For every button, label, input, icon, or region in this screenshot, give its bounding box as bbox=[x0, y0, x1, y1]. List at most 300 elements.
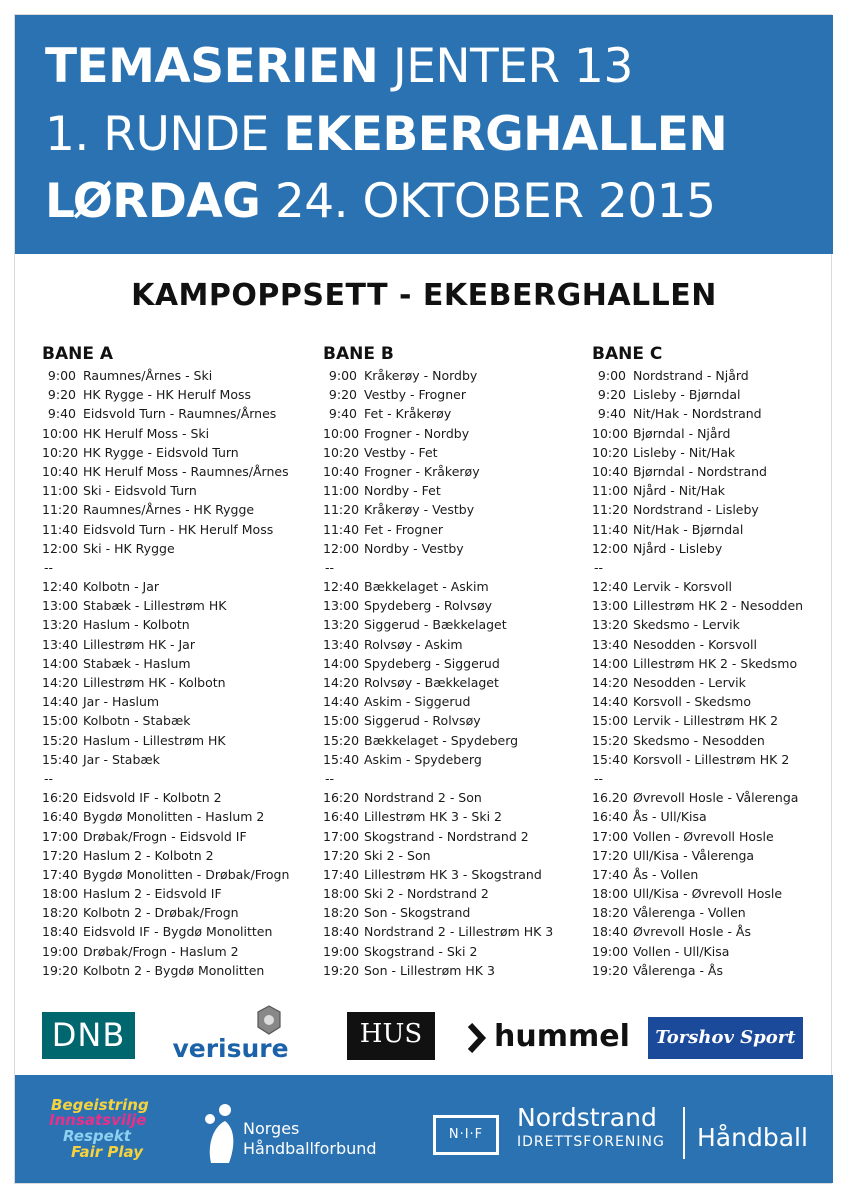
match-time: 9:40 bbox=[328, 406, 357, 422]
match-row bbox=[592, 961, 803, 980]
match-time: 19:20 bbox=[42, 962, 79, 978]
match-row bbox=[592, 865, 803, 884]
match-row bbox=[42, 673, 289, 692]
match-row bbox=[42, 827, 289, 846]
match-row bbox=[323, 596, 553, 615]
match-teams: Eidsvold IF - Kolbotn 2 bbox=[83, 790, 222, 806]
match-time: 18:40 bbox=[323, 924, 360, 940]
match-time: 15:20 bbox=[42, 732, 79, 748]
hummel-logo: hummel bbox=[468, 1015, 630, 1059]
match-teams: Stabæk - Haslum bbox=[83, 655, 191, 671]
match-teams: Jar - Haslum bbox=[83, 694, 160, 710]
match-row bbox=[323, 481, 553, 500]
match-teams: Lillestrøm HK 3 - Ski 2 bbox=[364, 809, 502, 825]
match-row bbox=[323, 462, 553, 481]
match-teams: Drøbak/Frogn - Eidsvold IF bbox=[83, 828, 247, 844]
match-row bbox=[323, 884, 553, 903]
divider bbox=[683, 1107, 685, 1159]
match-row bbox=[592, 635, 803, 654]
match-time: 11:00 bbox=[592, 483, 629, 499]
match-time: 11:00 bbox=[323, 483, 360, 499]
match-time: 13:20 bbox=[592, 617, 629, 633]
match-teams: Ås - Ull/Kisa bbox=[633, 809, 707, 825]
match-time: 11:40 bbox=[323, 521, 360, 537]
match-row bbox=[323, 865, 553, 884]
match-teams: Bækkelaget - Spydeberg bbox=[364, 732, 519, 748]
match-teams: Bygdø Monolitten - Drøbak/Frogn bbox=[83, 866, 290, 882]
session-separator: -- bbox=[325, 559, 335, 575]
match-time: 13:40 bbox=[42, 636, 79, 652]
match-row bbox=[592, 539, 803, 558]
court-heading: BANE A bbox=[42, 344, 114, 364]
match-time: 18:00 bbox=[592, 886, 629, 902]
torshov-sport-logo: Torshov Sport bbox=[648, 1017, 803, 1059]
match-teams: Nordstrand - Lisleby bbox=[633, 502, 759, 518]
match-time: 18:40 bbox=[592, 924, 629, 940]
match-time: 19:20 bbox=[592, 962, 629, 978]
match-row bbox=[42, 961, 289, 980]
match-row bbox=[592, 827, 803, 846]
match-time: 18:00 bbox=[323, 886, 360, 902]
match-row bbox=[323, 788, 553, 807]
match-row bbox=[323, 366, 553, 385]
match-teams: Ski - HK Rygge bbox=[83, 540, 175, 556]
match-row bbox=[592, 520, 803, 539]
match-time: 16:40 bbox=[323, 809, 360, 825]
match-row bbox=[592, 922, 803, 941]
match-time: 15:20 bbox=[323, 732, 360, 748]
match-time: 10:00 bbox=[42, 425, 79, 441]
match-teams: Jar - Stabæk bbox=[83, 751, 160, 767]
match-row bbox=[592, 788, 803, 807]
court-column-c bbox=[592, 344, 803, 980]
match-time: 17:00 bbox=[592, 828, 629, 844]
court-column-a bbox=[42, 344, 289, 980]
match-teams: Kolbotn 2 - Bygdø Monolitten bbox=[83, 962, 265, 978]
match-time: 10:20 bbox=[592, 444, 629, 460]
match-time: 10:20 bbox=[323, 444, 360, 460]
match-row bbox=[323, 635, 553, 654]
match-teams: Raumnes/Årnes - Ski bbox=[83, 368, 213, 383]
match-teams: Nit/Hak - Nordstrand bbox=[633, 406, 762, 422]
match-time: 15:00 bbox=[42, 713, 79, 729]
match-time: 9:40 bbox=[47, 406, 76, 422]
match-time: 16:20 bbox=[42, 790, 79, 806]
match-row bbox=[42, 635, 289, 654]
match-row bbox=[42, 481, 289, 500]
match-teams: Korsvoll - Skedsmo bbox=[633, 694, 752, 710]
match-row bbox=[42, 520, 289, 539]
match-time: 13:20 bbox=[42, 617, 79, 633]
match-teams: Vålerenga - Vollen bbox=[633, 905, 746, 921]
header-banner bbox=[15, 15, 833, 254]
match-row bbox=[323, 673, 553, 692]
match-time: 10:40 bbox=[592, 463, 629, 479]
match-time: 9:00 bbox=[328, 368, 357, 383]
match-teams: Askim - Siggerud bbox=[364, 694, 471, 710]
match-time: 11:00 bbox=[42, 483, 79, 499]
match-teams: Bjørndal - Nordstrand bbox=[633, 463, 767, 479]
match-time: 14:40 bbox=[592, 694, 629, 710]
court-column-b bbox=[323, 344, 553, 980]
match-row bbox=[42, 443, 289, 462]
match-teams: Øvrevoll Hosle - Vålerenga bbox=[633, 790, 799, 806]
match-time: 15:20 bbox=[592, 732, 629, 748]
match-row bbox=[42, 500, 289, 519]
match-time: 11:20 bbox=[323, 502, 360, 518]
match-time: 18:20 bbox=[42, 905, 79, 921]
match-row bbox=[323, 922, 553, 941]
match-teams: Kolbotn 2 - Drøbak/Frogn bbox=[83, 905, 239, 921]
match-row bbox=[592, 366, 803, 385]
match-teams: Kråkerøy - Vestby bbox=[364, 502, 475, 518]
match-row bbox=[42, 654, 289, 673]
match-teams: Ski 2 - Nordstrand 2 bbox=[364, 886, 489, 902]
match-teams: Nordby - Fet bbox=[364, 483, 441, 499]
dnb-logo: DNB bbox=[42, 1012, 135, 1059]
match-teams: Nit/Hak - Bjørndal bbox=[633, 521, 744, 537]
match-row bbox=[592, 481, 803, 500]
match-row bbox=[592, 750, 803, 769]
match-teams: HK Herulf Moss - Raumnes/Årnes bbox=[83, 463, 289, 479]
match-teams: Vålerenga - Ås bbox=[633, 962, 723, 978]
match-row bbox=[323, 692, 553, 711]
match-time: 12:00 bbox=[592, 540, 629, 556]
match-time: 10:20 bbox=[42, 444, 79, 460]
match-time: 9:20 bbox=[328, 387, 357, 403]
match-row bbox=[42, 711, 289, 730]
match-teams: Skedsmo - Lervik bbox=[633, 617, 740, 633]
match-teams: Bjørndal - Njård bbox=[633, 425, 731, 441]
match-row bbox=[323, 942, 553, 961]
match-time: 9:40 bbox=[597, 406, 626, 422]
match-row bbox=[323, 961, 553, 980]
match-time: 17:40 bbox=[42, 866, 79, 882]
match-row bbox=[592, 596, 803, 615]
match-row bbox=[42, 942, 289, 961]
match-time: 14:40 bbox=[42, 694, 79, 710]
match-teams: HK Rygge - Eidsvold Turn bbox=[83, 444, 239, 460]
match-row bbox=[592, 577, 803, 596]
match-teams: Spydeberg - Rolvsøy bbox=[364, 598, 493, 614]
match-row bbox=[592, 385, 803, 404]
header-line-3: LØRDAG 24. OKTOBER 2015 bbox=[45, 174, 716, 229]
match-time: 15:40 bbox=[592, 751, 629, 767]
match-row bbox=[592, 807, 803, 826]
match-time: 10:40 bbox=[42, 463, 79, 479]
footer-banner bbox=[15, 1075, 833, 1183]
match-teams: Nordstrand 2 - Son bbox=[364, 790, 482, 806]
match-teams: Stabæk - Lillestrøm HK bbox=[83, 598, 227, 614]
match-row bbox=[42, 903, 289, 922]
verisure-emblem-icon bbox=[256, 1005, 282, 1035]
match-teams: Ås - Vollen bbox=[633, 866, 699, 882]
match-row bbox=[323, 750, 553, 769]
match-time: 13:00 bbox=[592, 598, 629, 614]
match-teams: Eidsvold IF - Bygdø Monolitten bbox=[83, 924, 273, 940]
match-time: 9:00 bbox=[47, 368, 76, 383]
match-teams: Skogstrand - Nordstrand 2 bbox=[364, 828, 529, 844]
match-row bbox=[323, 711, 553, 730]
hummel-chevron-icon bbox=[468, 1023, 494, 1053]
match-teams: Haslum - Kolbotn bbox=[83, 617, 190, 633]
match-row bbox=[42, 884, 289, 903]
match-row bbox=[42, 865, 289, 884]
match-time: 13:00 bbox=[323, 598, 360, 614]
match-teams: Nordby - Vestby bbox=[364, 540, 464, 556]
match-time: 13:40 bbox=[592, 636, 629, 652]
match-teams: Lillestrøm HK - Kolbotn bbox=[83, 675, 226, 690]
match-row bbox=[323, 539, 553, 558]
match-row bbox=[592, 942, 803, 961]
match-teams: Njård - Nit/Hak bbox=[633, 483, 726, 499]
match-row bbox=[42, 404, 289, 423]
nhf-logo: Norges Håndballforbund bbox=[199, 1095, 379, 1170]
match-row bbox=[592, 846, 803, 865]
match-teams: Haslum 2 - Eidsvold IF bbox=[83, 886, 222, 902]
match-teams: Rolvsøy - Askim bbox=[364, 636, 463, 652]
match-time: 14:20 bbox=[592, 675, 629, 690]
match-row bbox=[42, 366, 289, 385]
match-time: 12:00 bbox=[42, 540, 79, 556]
match-row bbox=[323, 846, 553, 865]
session-separator: -- bbox=[44, 559, 54, 575]
match-row bbox=[323, 654, 553, 673]
match-time: 9:00 bbox=[597, 368, 626, 383]
nif-badge: N·I·F bbox=[433, 1115, 499, 1155]
match-time: 19:00 bbox=[323, 943, 360, 959]
match-teams: Askim - Spydeberg bbox=[364, 751, 482, 767]
match-row bbox=[42, 807, 289, 826]
match-row bbox=[592, 692, 803, 711]
session-separator: -- bbox=[594, 559, 604, 575]
match-time: 13:40 bbox=[323, 636, 360, 652]
match-teams: Siggerud - Bækkelaget bbox=[364, 617, 507, 633]
match-teams: Frogner - Kråkerøy bbox=[364, 463, 480, 479]
match-time: 17:20 bbox=[42, 847, 79, 863]
match-teams: Øvrevoll Hosle - Ås bbox=[633, 924, 751, 940]
match-teams: Lillestrøm HK - Jar bbox=[83, 636, 195, 652]
match-time: 18:20 bbox=[323, 905, 360, 921]
hus-logo: HUS bbox=[347, 1012, 435, 1060]
match-time: 16.20 bbox=[592, 790, 628, 806]
match-time: 14:00 bbox=[592, 655, 629, 671]
match-teams: Haslum - Lillestrøm HK bbox=[83, 732, 226, 748]
match-row bbox=[592, 884, 803, 903]
match-row bbox=[42, 577, 289, 596]
match-time: 12:40 bbox=[42, 579, 79, 595]
match-time: 15:40 bbox=[42, 751, 79, 767]
match-row bbox=[42, 731, 289, 750]
match-row bbox=[592, 654, 803, 673]
match-teams: HK Herulf Moss - Ski bbox=[83, 425, 210, 441]
match-time: 19:20 bbox=[323, 962, 360, 978]
header-line-2: 1. RUNDE EKEBERGHALLEN bbox=[45, 107, 728, 162]
match-teams: Vollen - Ull/Kisa bbox=[633, 943, 730, 959]
match-time: 16:40 bbox=[42, 809, 79, 825]
match-row bbox=[323, 404, 553, 423]
match-time: 18:40 bbox=[42, 924, 79, 940]
match-time: 12:40 bbox=[592, 579, 629, 595]
match-teams: Kolbotn - Stabæk bbox=[83, 713, 191, 729]
match-teams: Nordstrand 2 - Lillestrøm HK 3 bbox=[364, 924, 554, 940]
match-row bbox=[592, 500, 803, 519]
match-teams: Bygdø Monolitten - Haslum 2 bbox=[83, 809, 265, 825]
match-teams: Nesodden - Lervik bbox=[633, 675, 746, 690]
handball-label: Håndball bbox=[697, 1123, 808, 1152]
match-teams: Njård - Lisleby bbox=[633, 540, 723, 556]
session-separator: -- bbox=[594, 770, 604, 786]
match-row bbox=[323, 731, 553, 750]
match-row bbox=[323, 424, 553, 443]
match-teams: Lervik - Lillestrøm HK 2 bbox=[633, 713, 779, 729]
match-row bbox=[592, 903, 803, 922]
match-row bbox=[592, 615, 803, 634]
sponsor-bar bbox=[0, 1005, 848, 1065]
match-row bbox=[323, 385, 553, 404]
match-teams: Ski 2 - Son bbox=[364, 847, 431, 863]
session-separator: -- bbox=[325, 770, 335, 786]
session-separator: -- bbox=[44, 770, 54, 786]
match-teams: Lisleby - Nit/Hak bbox=[633, 444, 736, 460]
match-row bbox=[323, 903, 553, 922]
match-teams: Lillestrøm HK 3 - Skogstrand bbox=[364, 866, 542, 882]
match-time: 17:20 bbox=[323, 847, 360, 863]
match-row bbox=[323, 520, 553, 539]
match-row bbox=[42, 750, 289, 769]
match-time: 17:20 bbox=[592, 847, 629, 863]
match-time: 10:40 bbox=[323, 463, 360, 479]
match-teams: Haslum 2 - Kolbotn 2 bbox=[83, 847, 214, 863]
court-heading: BANE C bbox=[592, 344, 663, 364]
match-row bbox=[592, 424, 803, 443]
match-row bbox=[592, 673, 803, 692]
match-time: 11:20 bbox=[592, 502, 629, 518]
match-time: 16:20 bbox=[323, 790, 360, 806]
handball-player-icon bbox=[203, 1101, 241, 1165]
match-row bbox=[42, 539, 289, 558]
match-teams: Siggerud - Rolvsøy bbox=[364, 713, 481, 729]
match-teams: Lisleby - Bjørndal bbox=[633, 387, 741, 403]
match-teams: Vestby - Frogner bbox=[364, 387, 466, 403]
page-title: KAMPOPPSETT - EKEBERGHALLEN bbox=[131, 278, 717, 313]
match-time: 18:20 bbox=[592, 905, 629, 921]
match-row bbox=[323, 827, 553, 846]
match-time: 10:00 bbox=[323, 425, 360, 441]
match-teams: Son - Skogstrand bbox=[364, 905, 471, 921]
match-teams: Fet - Frogner bbox=[364, 521, 444, 537]
match-teams: Vollen - Øvrevoll Hosle bbox=[633, 828, 774, 844]
match-row bbox=[42, 846, 289, 865]
match-teams: Drøbak/Frogn - Haslum 2 bbox=[83, 943, 239, 959]
match-teams: Skedsmo - Nesodden bbox=[633, 732, 765, 748]
match-teams: Son - Lillestrøm HK 3 bbox=[364, 962, 495, 978]
match-time: 17:00 bbox=[323, 828, 360, 844]
match-row bbox=[592, 404, 803, 423]
match-teams: Bækkelaget - Askim bbox=[364, 579, 489, 595]
match-teams: Fet - Kråkerøy bbox=[364, 406, 452, 422]
match-time: 15:00 bbox=[592, 713, 629, 729]
match-teams: Kråkerøy - Nordby bbox=[364, 368, 478, 383]
match-time: 17:40 bbox=[592, 866, 629, 882]
match-time: 11:40 bbox=[592, 521, 629, 537]
match-time: 13:20 bbox=[323, 617, 360, 633]
header-line-1: TEMASERIEN JENTER 13 bbox=[45, 39, 633, 94]
match-row bbox=[323, 500, 553, 519]
match-time: 17:00 bbox=[42, 828, 79, 844]
match-row bbox=[592, 731, 803, 750]
match-row bbox=[42, 922, 289, 941]
match-time: 9:20 bbox=[47, 387, 76, 403]
match-teams: Nesodden - Korsvoll bbox=[633, 636, 758, 652]
match-teams: Raumnes/Årnes - HK Rygge bbox=[83, 502, 255, 518]
match-teams: Ski - Eidsvold Turn bbox=[83, 483, 197, 499]
match-row bbox=[592, 711, 803, 730]
match-row bbox=[323, 807, 553, 826]
match-row bbox=[42, 615, 289, 634]
match-teams: Skogstrand - Ski 2 bbox=[364, 943, 478, 959]
match-time: 10:00 bbox=[592, 425, 629, 441]
match-teams: Ull/Kisa - Øvrevoll Hosle bbox=[633, 886, 783, 902]
match-teams: HK Rygge - HK Herulf Moss bbox=[83, 387, 252, 403]
match-teams: Ull/Kisa - Vålerenga bbox=[633, 847, 755, 863]
match-row bbox=[42, 385, 289, 404]
match-row bbox=[42, 692, 289, 711]
match-row bbox=[592, 443, 803, 462]
match-time: 16:40 bbox=[592, 809, 629, 825]
match-row bbox=[42, 596, 289, 615]
match-teams: Eidsvold Turn - Raumnes/Årnes bbox=[83, 406, 277, 422]
match-teams: Nordstrand - Njård bbox=[633, 368, 749, 383]
values-badge: Begeistring Innsatsvilje Respekt Fair Play bbox=[49, 1096, 149, 1161]
match-teams: Rolvsøy - Bækkelaget bbox=[364, 675, 499, 690]
match-teams: Lillestrøm HK 2 - Skedsmo bbox=[633, 655, 798, 671]
match-row bbox=[323, 443, 553, 462]
match-time: 14:00 bbox=[42, 655, 79, 671]
match-time: 14:20 bbox=[42, 675, 79, 690]
match-time: 19:00 bbox=[42, 943, 79, 959]
match-teams: Eidsvold Turn - HK Herulf Moss bbox=[83, 521, 274, 537]
match-time: 19:00 bbox=[592, 943, 629, 959]
nordstrand-logo: Nordstrand IDRETTSFORENING bbox=[517, 1103, 665, 1150]
match-row bbox=[42, 462, 289, 481]
match-time: 9:20 bbox=[597, 387, 626, 403]
match-row bbox=[592, 462, 803, 481]
match-row bbox=[42, 424, 289, 443]
match-time: 14:00 bbox=[323, 655, 360, 671]
match-time: 11:20 bbox=[42, 502, 79, 518]
match-row bbox=[323, 577, 553, 596]
match-teams: Spydeberg - Siggerud bbox=[364, 655, 500, 671]
match-teams: Frogner - Nordby bbox=[364, 425, 470, 441]
match-time: 15:40 bbox=[323, 751, 360, 767]
court-heading: BANE B bbox=[323, 344, 394, 364]
match-time: 12:00 bbox=[323, 540, 360, 556]
match-time: 13:00 bbox=[42, 598, 79, 614]
match-time: 15:00 bbox=[323, 713, 360, 729]
match-time: 12:40 bbox=[323, 579, 360, 595]
match-time: 17:40 bbox=[323, 866, 360, 882]
match-row bbox=[323, 615, 553, 634]
match-time: 18:00 bbox=[42, 886, 79, 902]
match-teams: Vestby - Fet bbox=[364, 444, 438, 460]
match-time: 14:20 bbox=[323, 675, 360, 690]
match-time: 14:40 bbox=[323, 694, 360, 710]
match-teams: Lillestrøm HK 2 - Nesodden bbox=[633, 598, 804, 614]
match-teams: Lervik - Korsvoll bbox=[633, 579, 733, 595]
match-teams: Korsvoll - Lillestrøm HK 2 bbox=[633, 751, 790, 767]
match-time: 11:40 bbox=[42, 521, 79, 537]
